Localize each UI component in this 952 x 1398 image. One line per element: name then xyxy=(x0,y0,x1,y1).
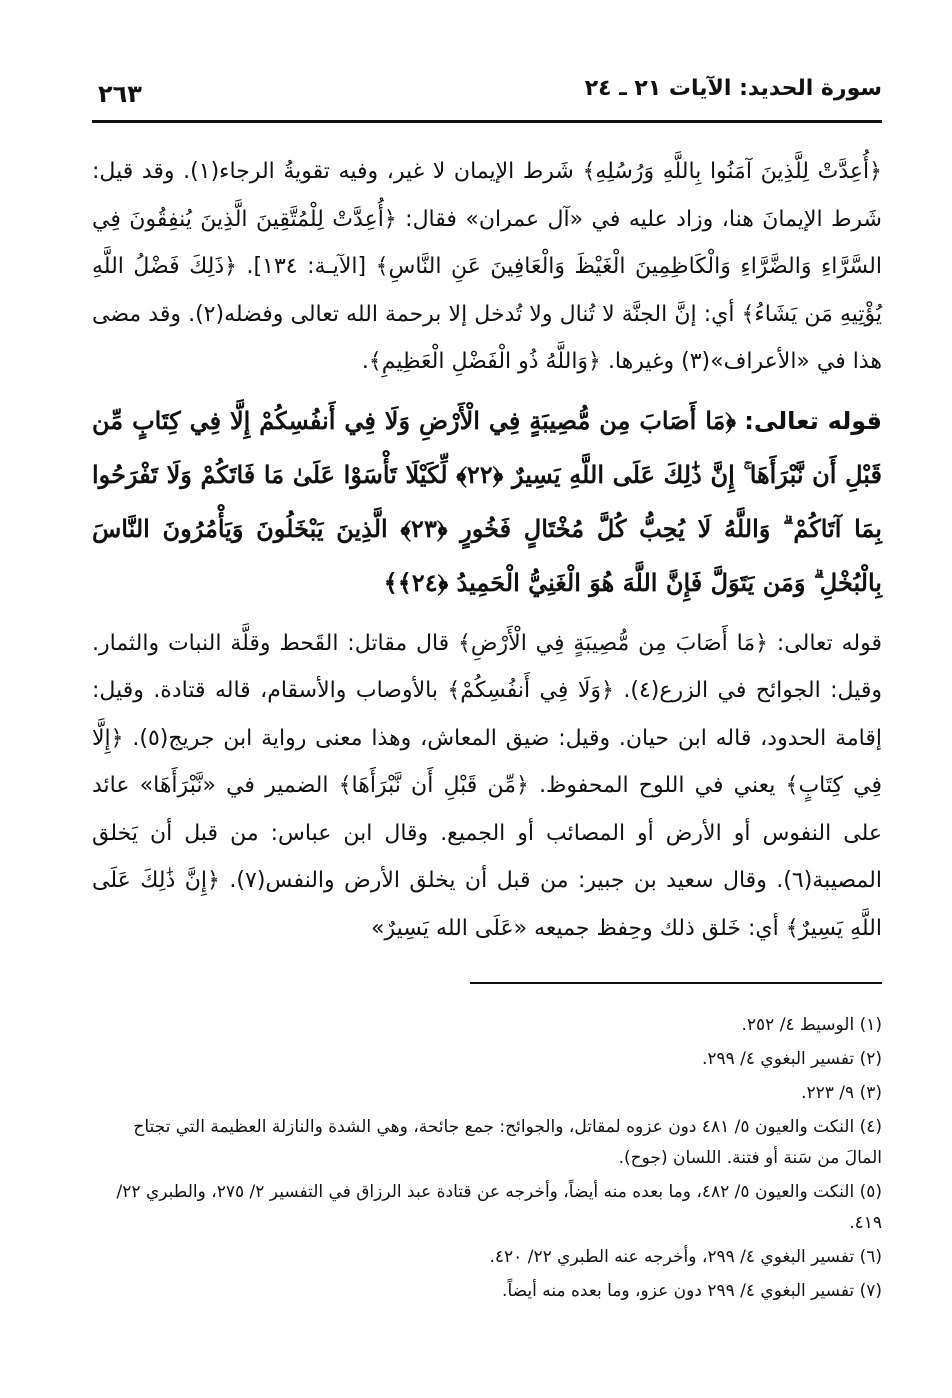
footnote-item: (٤) النكت والعيون ٥/ ٤٨١ دون عزوه لمقاتل، والجوائح: جمع جائحة، وهي الشدة والنازلة العظيمة التي تجتاح المالَ من سَنة أو فتنة. اللسان (جوح). xyxy=(133,1117,882,1168)
footnote-item: (٧) تفسير البغوي ٤/ ٢٩٩ دون عزو، وما بعده منه أيضاً. xyxy=(502,1281,882,1301)
commentary-paragraph: قوله تعالى: ﴿مَا أَصَابَ مِن مُّصِيبَةٍ فِي الْأَرْضِ﴾ قال مقاتل: القَحط وقلَّة النبات والثمار. وقيل: الجوائح في الزرع(٤). ﴿وَلَا فِي أَنفُسِكُمْ﴾ بالأوصاب والأسقام، قاله قتادة. وقيل: إقامة الحدود، قاله ابن حيان. وقيل: ضيق المعاش، وهذا معنى رواية ابن جريج(٥). ﴿إِلَّا فِي كِتَابٍ﴾ يعني في اللوح المحفوظ. ﴿مِّن قَبْلِ أَن نَّبْرَأَهَا﴾ الضمير في «نَّبْرَأَهَا» عائد على النفوس أو الأرض أو المصائب أو الجميع. وقال ابن عباس: من قبل أن يَخلق المصيبة(٦). وقال سعيد بن جبير: من قبل أن يخلق الأرض والنفس(٧). ﴿إِنَّ ذَٰلِكَ عَلَى اللَّهِ يَسِيرٌ﴾ أي: خَلق ذلك وحِفظ جميعه «عَلَى الله يَسِيرٌ» xyxy=(92,630,883,941)
header-title: سورة الحديد: الآيات ٢١ ـ ٢٤ xyxy=(584,76,882,101)
footnote-item: (٦) تفسير البغوي ٤/ ٢٩٩، وأخرجه عنه الطبري ٢٢/ ٤٢٠. xyxy=(489,1247,882,1267)
main-text xyxy=(92,148,882,952)
footnote-item: (٢) تفسير البغوي ٤/ ٢٩٩. xyxy=(701,1049,882,1069)
footnote-item: (٣) ٩/ ٢٢٣. xyxy=(801,1083,882,1103)
running-header xyxy=(92,70,882,116)
footnote-divider xyxy=(470,982,882,984)
verse-text: ﴿مَا أَصَابَ مِن مُّصِيبَةٍ فِي الْأَرْضِ وَلَا فِي أَنفُسِكُمْ إِلَّا فِي كِتَابٍ مِّن قَبْلِ أَن نَّبْرَأَهَا ۚ إِنَّ ذَٰلِكَ عَلَى اللَّهِ يَسِيرٌ ﴿٢٢﴾ لِّكَيْلَا تَأْسَوْا عَلَىٰ مَا فَاتَكُمْ وَلَا تَفْرَحُوا بِمَا آتَاكُمْ ۗ وَاللَّهُ لَا يُحِبُّ كُلَّ مُخْتَالٍ فَخُورٍ ﴿٢٣﴾ الَّذِينَ يَبْخَلُونَ وَيَأْمُرُونَ النَّاسَ بِالْبُخْلِ ۗ وَمَن يَتَوَلَّ فَإِنَّ اللَّهَ هُوَ الْغَنِيُّ الْحَمِيدُ ﴿٢٤﴾﴾ xyxy=(92,405,882,597)
verse-lead: قوله تعالى: xyxy=(744,406,882,435)
quran-verse-block xyxy=(92,394,882,610)
footnote-item: (٥) النكت والعيون ٥/ ٤٨٢، وما بعده منه أيضاً، وأخرجه عن قتادة عبد الرزاق في التفسير ٢/ ٢٧٥، والطبري ٢٢/ ٤١٩. xyxy=(116,1182,882,1233)
footnotes-list xyxy=(92,1010,882,1310)
footnote-item: (١) الوسيط ٤/ ٢٥٢. xyxy=(741,1015,882,1035)
page-number: ٢٦٣ xyxy=(98,80,142,108)
header-divider xyxy=(92,120,882,123)
intro-paragraph: ﴿أُعِدَّتْ لِلَّذِينَ آمَنُوا بِاللَّهِ وَرُسُلِهِ﴾ شَرط الإيمان لا غير، وفيه تقويةُ الرجاء(١). وقد قيل: شَرط الإيمانَ هنا، وزاد عليه في «آل عمران» فقال: ﴿أُعِدَّتْ لِلْمُتَّقِينَ الَّذِينَ يُنفِقُونَ فِي السَّرَّاءِ وَالضَّرَّاءِ وَالْكَاظِمِينَ الْغَيْظَ وَالْعَافِينَ عَنِ النَّاسِ﴾ [الآيـة: ١٣٤]. ﴿ذَلِكَ فَضْلُ اللَّهِ يُؤْتِيهِ مَن يَشَاءُ﴾ أي: إنَّ الجنَّة لا تُنال ولا تُدخل إلا برحمة الله تعالى وفضله(٢). وقد مضى هذا في «الأعراف»(٣) وغيرها. ﴿وَاللَّهُ ذُو الْفَضْلِ الْعَظِيمِ﴾. xyxy=(92,159,882,374)
